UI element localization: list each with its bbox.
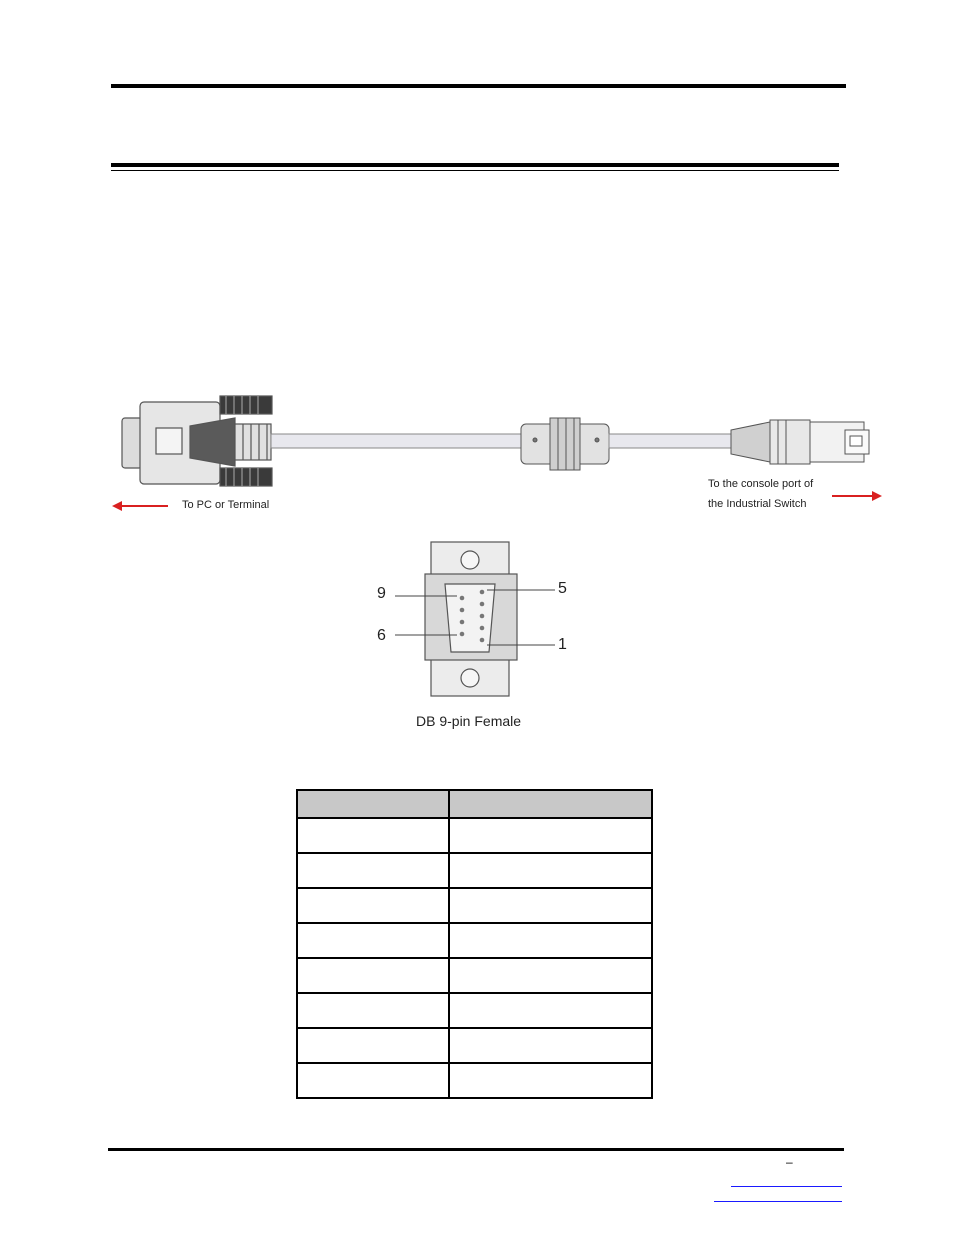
table-row	[297, 993, 652, 1028]
table-cell	[297, 888, 449, 923]
table-cell	[297, 993, 449, 1028]
table-cell	[449, 993, 652, 1028]
cable-segment-right	[609, 434, 731, 448]
table-cell	[297, 853, 449, 888]
pin-6-label: 6	[377, 627, 386, 644]
table-row	[297, 1028, 652, 1063]
table-cell	[449, 853, 652, 888]
table-header-cell	[449, 790, 652, 818]
table-cell	[449, 818, 652, 853]
table-row	[297, 923, 652, 958]
table-cell	[449, 958, 652, 993]
table-row	[297, 1063, 652, 1098]
footer-link-1[interactable]	[731, 1186, 842, 1187]
table-header-row	[297, 790, 652, 818]
db9-plug	[122, 396, 272, 486]
table-cell	[297, 1028, 449, 1063]
pin-9-label: 9	[377, 585, 386, 602]
footer-link-2[interactable]	[714, 1201, 842, 1202]
table-row	[297, 958, 652, 993]
left-arrow-icon	[112, 501, 168, 511]
pin-5-label: 5	[558, 580, 567, 597]
table-cell	[297, 958, 449, 993]
pin-assignment-table	[296, 789, 653, 1099]
table-cell	[449, 1063, 652, 1098]
table-row	[297, 818, 652, 853]
table-cell	[449, 1028, 652, 1063]
rj45-plug	[731, 420, 869, 464]
header-section-thin-rule	[111, 170, 839, 171]
right-arrow-icon	[832, 491, 882, 501]
cable-segment-left	[271, 434, 521, 448]
ferrite-bead	[521, 418, 609, 470]
right-destination-label-line2: the Industrial Switch	[708, 498, 807, 510]
table-row	[297, 853, 652, 888]
table-cell	[297, 1063, 449, 1098]
header-top-rule	[111, 84, 846, 88]
left-destination-label: To PC or Terminal	[182, 499, 270, 511]
table-cell	[449, 923, 652, 958]
db9-female-diagram	[385, 538, 565, 700]
footer-dash: –	[786, 1155, 793, 1169]
table-row	[297, 888, 652, 923]
table-header-cell	[297, 790, 449, 818]
table-cell	[297, 923, 449, 958]
pin-1-label: 1	[558, 636, 567, 653]
right-destination-label-line1: To the console port of	[708, 478, 814, 490]
table-cell	[297, 818, 449, 853]
table-cell	[449, 888, 652, 923]
header-section-rule	[111, 163, 839, 167]
footer-rule	[108, 1148, 844, 1151]
connector-caption: DB 9-pin Female	[416, 713, 522, 729]
